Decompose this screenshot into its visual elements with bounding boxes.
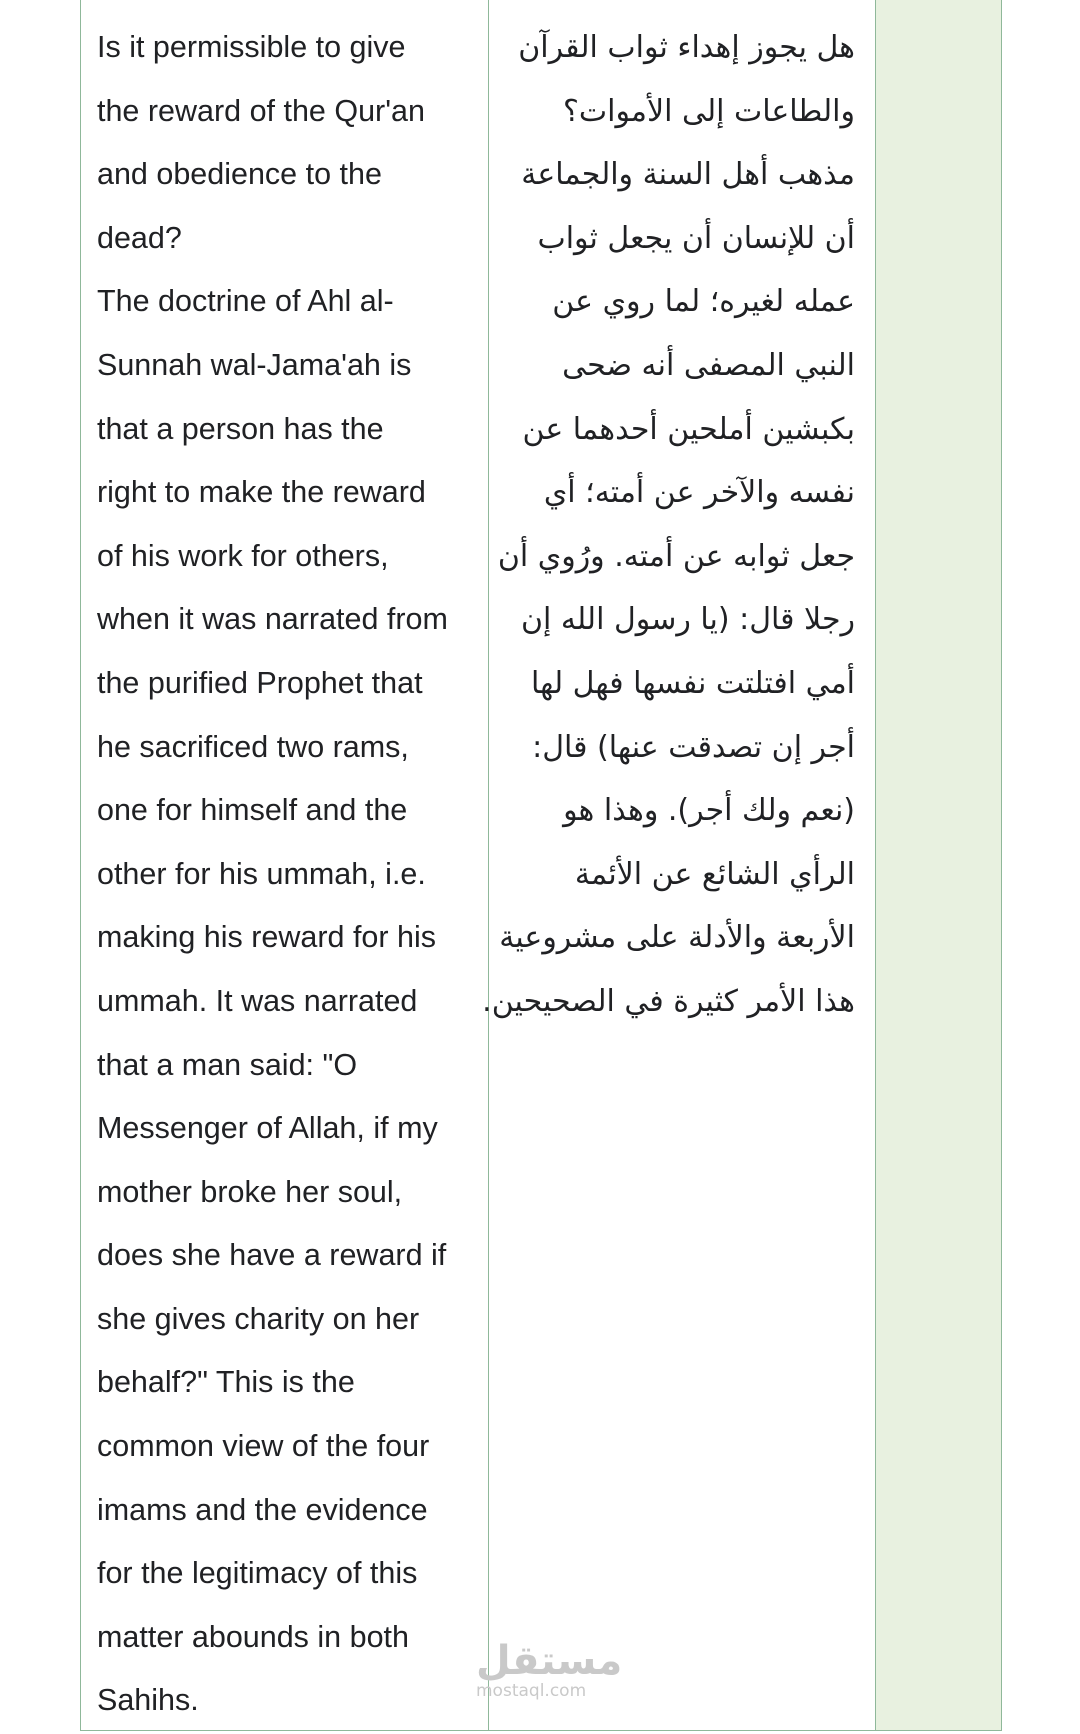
watermark-logo (476, 1638, 623, 1701)
translation-table (80, 0, 1002, 1731)
watermark-arabic: مستقل (476, 1638, 623, 1684)
empty-shaded-column (876, 0, 1001, 1730)
watermark-latin: mostaql.com (476, 1681, 587, 1701)
arabic-paragraph: هل يجوز إهداء ثواب القرآن والطاعات إلى الأموات؟ مذهب أهل السنة والجماعة أن للإنسان أن يجعل ثواب عمله لغيره؛ لما روي عن النبي المصفى أنه ضحى بكبشين أملحين أحدهما عن نفسه والآخر عن أمته؛ أي جعل ثوابه عن أمته. ورُوي أن رجلا قال: (يا رسول الله إن أمي افتلتت نفسها فهل لها أجر إن تصدقت عنها) قال: (نعم ولك أجر). وهذا هو الرأي الشائع عن الأئمة الأربعة والأدلة على مشروعية هذا الأمر كثيرة في الصحيحين. (482, 30, 855, 1019)
english-paragraph: Is it permissible to give the reward of the Qur'an and obedience to the dead? The doctrine of Ahl al- Sunnah wal-Jama'ah is that a person has the right to make the reward of his work for others, when it was narrated from the purified Prophet that he sacrificed two rams, one for himself and the other for his ummah, i.e. making his reward for his ummah. It was narrated that a man said: "O Messenger of Allah, if my mother broke her soul, does she have a reward if she gives charity on her behalf?" This is the common view of the four imams and the evidence for the legitimacy of this matter abounds in both Sahihs. (97, 30, 448, 1718)
english-column (81, 0, 489, 1730)
arabic-column (482, 0, 876, 1730)
